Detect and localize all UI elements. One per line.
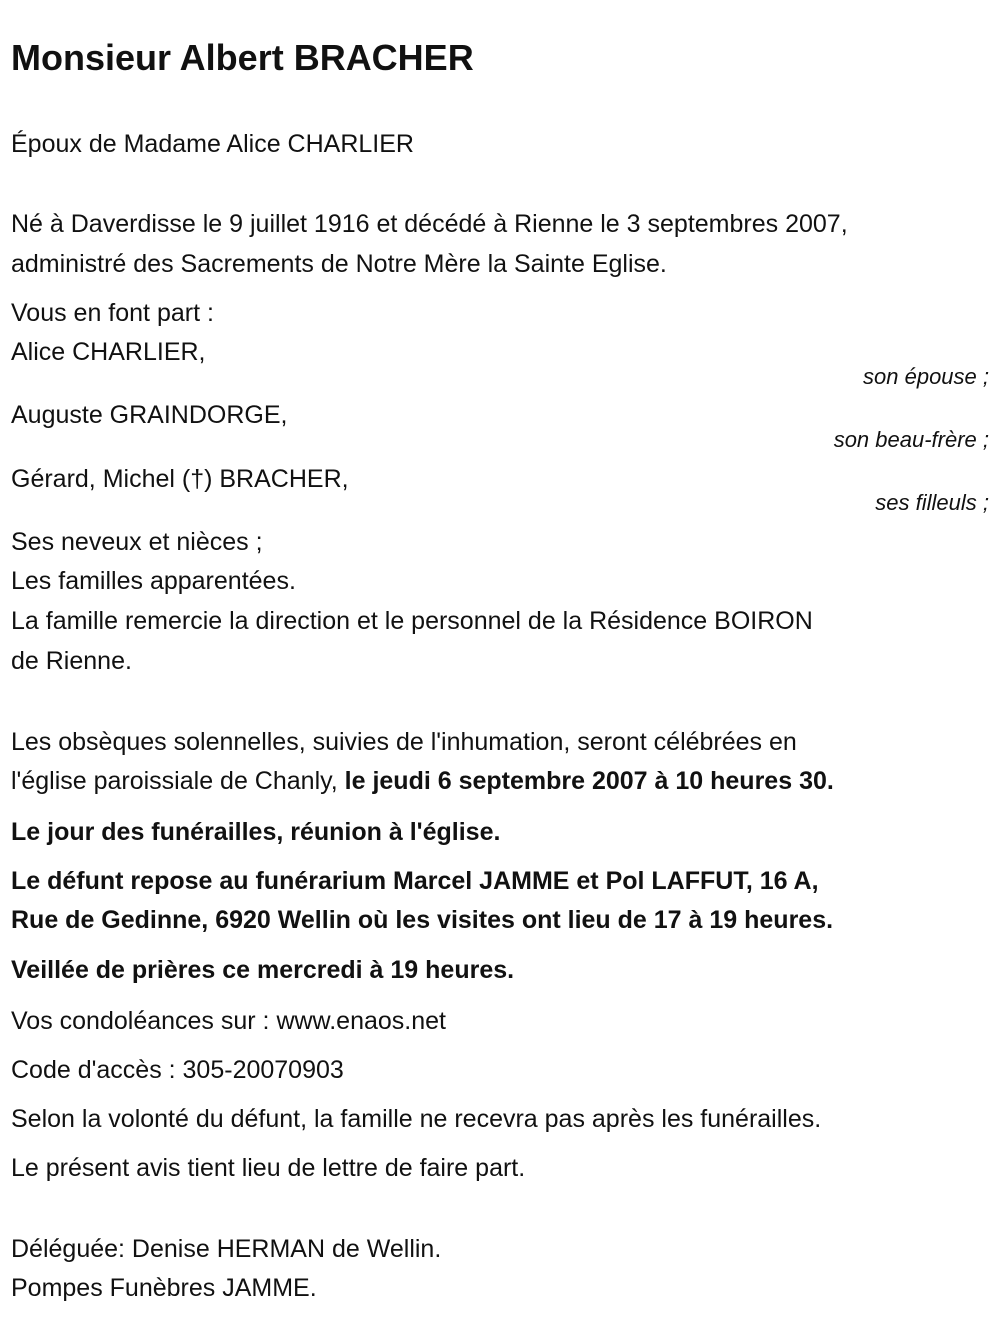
delegate-line: Déléguée: Denise HERMAN de Wellin.: [11, 1235, 442, 1263]
funeral-place: l'église paroissiale de Chanly,: [11, 767, 345, 795]
funeral-line-2: [11, 766, 834, 796]
rest-line-1: Le défunt repose au funérarium Marcel JAMME et Pol LAFFUT, 16 A,: [11, 867, 819, 895]
access-code-line: Code d'accès : 305-20070903: [11, 1056, 344, 1084]
rest-line-2: Rue de Gedinne, 6920 Wellin où les visites ont lieu de 17 à 19 heures.: [11, 906, 834, 934]
birth-death-line-1: Né à Daverdisse le 9 juillet 1916 et décédé à Rienne le 3 septembres 2007,: [11, 210, 848, 238]
family-name: Alice CHARLIER,: [11, 338, 206, 366]
family-relation: son beau-frère ;: [833, 427, 989, 452]
page-title: Monsieur Albert BRACHER: [11, 37, 474, 78]
funeral-date: le jeudi 6 septembre 2007 à 10 heures 30.: [344, 767, 834, 795]
vigil-line: Veillée de prières ce mercredi à 19 heures.: [11, 956, 515, 984]
announce-intro: Vous en font part :: [11, 299, 214, 327]
notice-line: Le présent avis tient lieu de lettre de faire part.: [11, 1154, 526, 1182]
birth-death-line-2: administré des Sacrements de Notre Mère la Sainte Eglise.: [11, 250, 667, 278]
others-line: Ses neveux et nièces ;: [11, 528, 263, 556]
funeral-line-1: Les obsèques solennelles, suivies de l'inhumation, seront célébrées en: [11, 728, 797, 756]
spouse-line: Époux de Madame Alice CHARLIER: [11, 130, 414, 158]
others-line: Les familles apparentées.: [11, 567, 296, 595]
family-relation: ses filleuls ;: [875, 490, 989, 515]
others-line: La famille remercie la direction et le personnel de la Résidence BOIRON: [11, 607, 813, 635]
undertaker-line: Pompes Funèbres JAMME.: [11, 1274, 317, 1302]
condolences-line: Vos condoléances sur : www.enaos.net: [11, 1007, 446, 1035]
meeting-line: Le jour des funérailles, réunion à l'église.: [11, 818, 501, 846]
family-name: Auguste GRAINDORGE,: [11, 401, 288, 429]
family-relation: son épouse ;: [863, 364, 989, 389]
others-line: de Rienne.: [11, 647, 132, 675]
family-name: Gérard, Michel (†) BRACHER,: [11, 465, 349, 493]
wish-line: Selon la volonté du défunt, la famille ne recevra pas après les funérailles.: [11, 1105, 822, 1133]
